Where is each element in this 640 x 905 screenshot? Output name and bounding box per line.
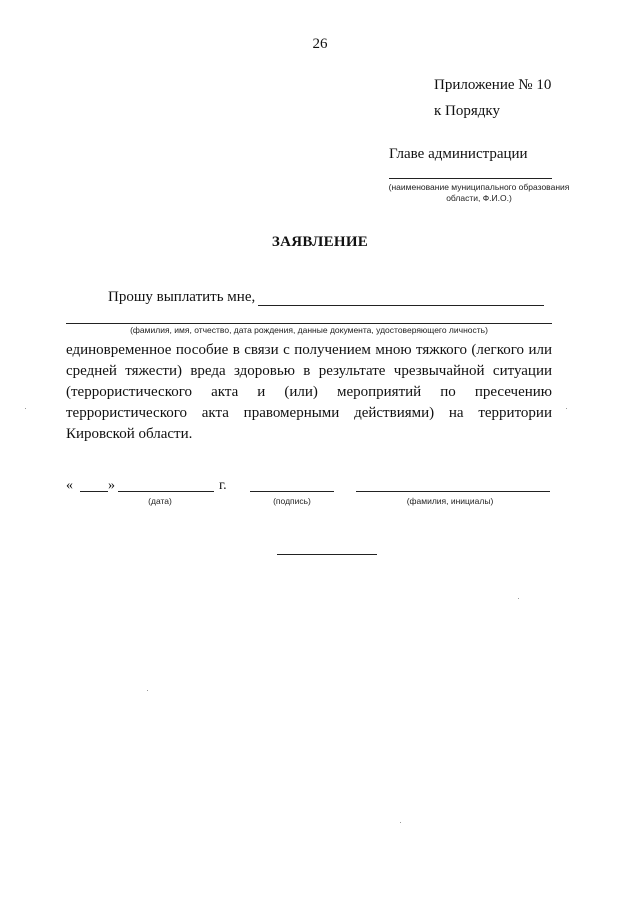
date-day-line[interactable] bbox=[80, 491, 108, 492]
fio-input-line-2[interactable] bbox=[66, 323, 552, 324]
date-month-line[interactable] bbox=[118, 491, 214, 492]
name-initials-line[interactable] bbox=[356, 491, 550, 492]
name-caption: (фамилия, инициалы) bbox=[406, 496, 494, 506]
scan-speck bbox=[25, 408, 26, 409]
date-caption: (дата) bbox=[148, 496, 172, 506]
request-text: Прошу выплатить мне, bbox=[108, 289, 256, 305]
appendix-label: Приложение № 10 bbox=[434, 77, 552, 93]
scan-speck bbox=[147, 690, 148, 691]
body-text: единовременное пособие в связи с получением мною тяжкого (легкого или средней тяжести) вреда здоровью в результате чрезвычайной ситуации (террористического акта и (или) мероприятий по пресечению террористического акта правомерными действиями) на территории Кировской области. bbox=[66, 342, 552, 442]
addressee-underline bbox=[389, 178, 552, 179]
page-number: 26 bbox=[312, 36, 328, 52]
addressee: Главе администрации bbox=[389, 146, 528, 162]
date-open-quote: « bbox=[66, 478, 73, 493]
signature-caption: (подпись) bbox=[273, 496, 311, 506]
signature-line[interactable] bbox=[250, 491, 334, 492]
closing-divider bbox=[277, 554, 377, 555]
addressee-caption: (наименование муниципального образования области, Ф.И.О.) bbox=[388, 182, 570, 204]
date-year-suffix: г. bbox=[219, 478, 227, 493]
fio-caption: (фамилия, имя, отчество, дата рождения, данные документа, удостоверяющего личность) bbox=[130, 325, 488, 335]
order-reference: к Порядку bbox=[434, 103, 500, 119]
document-title: ЗАЯВЛЕНИЕ bbox=[271, 234, 369, 250]
fio-input-line[interactable] bbox=[258, 305, 544, 306]
scan-speck bbox=[518, 598, 519, 599]
date-close-quote: » bbox=[108, 478, 115, 493]
scan-speck bbox=[566, 408, 567, 409]
scan-speck bbox=[400, 822, 401, 823]
